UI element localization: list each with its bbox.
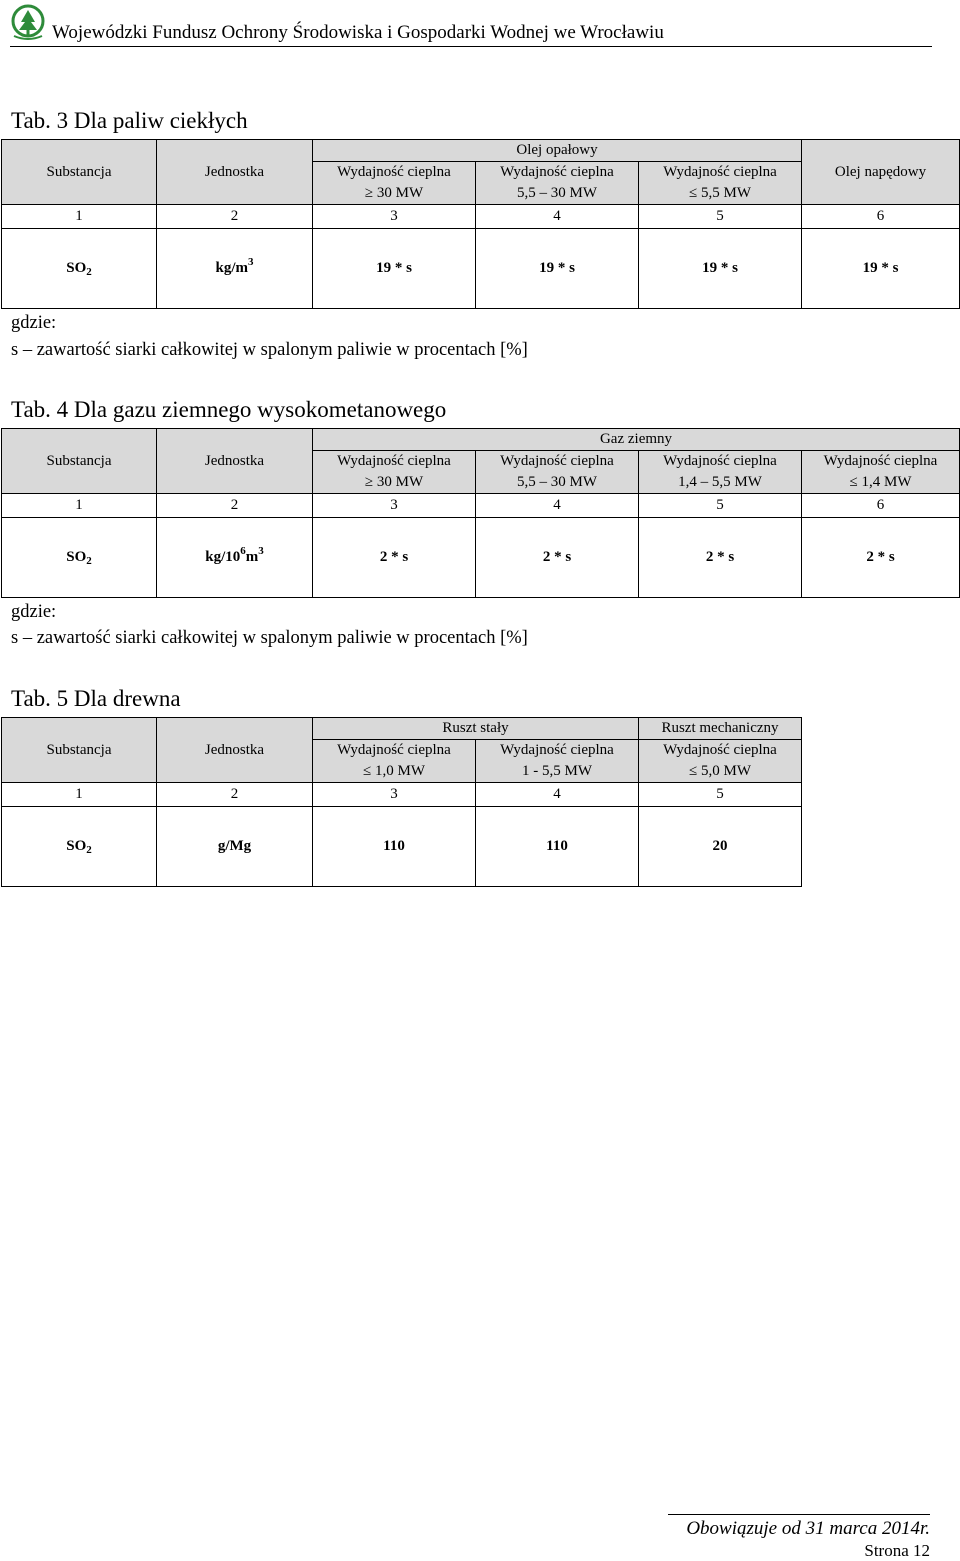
table-5-caption: Tab. 5 Dla drewna bbox=[11, 686, 181, 711]
column-number: 3 bbox=[313, 783, 476, 807]
header-col4: Wydajność cieplna 5,5 – 30 MW bbox=[476, 451, 639, 494]
value-cell: 110 bbox=[313, 807, 476, 887]
table-4-note-label: gdzie: bbox=[11, 602, 57, 622]
column-number: 1 bbox=[2, 783, 157, 807]
header-substancja: Substancja bbox=[2, 140, 157, 205]
header-jednostka: Jednostka bbox=[157, 140, 313, 205]
header-col3: Wydajność cieplna ≥ 30 MW bbox=[313, 162, 476, 205]
column-number: 4 bbox=[476, 783, 639, 807]
header-col4: Wydajność cieplna 1 - 5,5 MW bbox=[476, 740, 639, 783]
header-col3: Wydajność cieplna ≥ 30 MW bbox=[313, 451, 476, 494]
header-col6: Wydajność cieplna ≤ 1,4 MW bbox=[802, 451, 960, 494]
header-group-ruszt-mechaniczny: Ruszt mechaniczny bbox=[639, 718, 802, 740]
header-group-olej-opalowy: Olej opałowy bbox=[313, 140, 802, 162]
header-title: Wojewódzki Fundusz Ochrony Środowiska i Gospodarki Wodnej we Wrocławiu bbox=[52, 22, 664, 43]
header-group-ruszt-staly: Ruszt stały bbox=[313, 718, 639, 740]
column-number: 6 bbox=[802, 205, 960, 229]
header-col3: Wydajność cieplna ≤ 1,0 MW bbox=[313, 740, 476, 783]
footer-page-number: Strona 12 bbox=[864, 1541, 930, 1560]
table-4-note-text: s – zawartość siarki całkowitej w spalonym paliwie w procentach [%] bbox=[11, 628, 528, 648]
column-number: 2 bbox=[157, 494, 313, 518]
column-number: 4 bbox=[476, 205, 639, 229]
value-cell: 19 * s bbox=[313, 229, 476, 309]
table-3-note-text: s – zawartość siarki całkowitej w spalonym paliwie w procentach [%] bbox=[11, 340, 528, 360]
wfosigw-logo-icon bbox=[10, 4, 46, 44]
header-group-gaz-ziemny: Gaz ziemny bbox=[313, 429, 960, 451]
table-4 bbox=[1, 428, 960, 598]
value-cell: 2 * s bbox=[313, 518, 476, 598]
table-3-caption: Tab. 3 Dla paliw ciekłych bbox=[11, 108, 248, 133]
header-col4: Wydajność cieplna 5,5 – 30 MW bbox=[476, 162, 639, 205]
value-cell: 20 bbox=[639, 807, 802, 887]
page-header bbox=[10, 4, 932, 47]
footer-divider bbox=[668, 1514, 930, 1515]
header-col5: Wydajność cieplna 1,4 – 5,5 MW bbox=[639, 451, 802, 494]
column-number: 3 bbox=[313, 494, 476, 518]
unit-cell: $kg/m^3$ bbox=[157, 229, 313, 309]
value-cell: 110 bbox=[476, 807, 639, 887]
table-4-caption: Tab. 4 Dla gazu ziemnego wysokometanowego bbox=[11, 397, 447, 422]
column-number: 4 bbox=[476, 494, 639, 518]
value-cell: 19 * s bbox=[802, 229, 960, 309]
substance-cell: $SO_2$ bbox=[2, 807, 157, 887]
column-number: 2 bbox=[157, 205, 313, 229]
value-cell: 2 * s bbox=[802, 518, 960, 598]
footer-valid-from: Obowiązuje od 31 marca 2014r. bbox=[686, 1518, 930, 1539]
column-number: 5 bbox=[639, 494, 802, 518]
header-jednostka: Jednostka bbox=[157, 718, 313, 783]
value-cell: 19 * s bbox=[476, 229, 639, 309]
value-cell: 2 * s bbox=[639, 518, 802, 598]
table-3 bbox=[1, 139, 960, 309]
header-olej-napedowy: Olej napędowy bbox=[802, 140, 960, 205]
value-cell: 19 * s bbox=[639, 229, 802, 309]
table-5 bbox=[1, 717, 802, 887]
column-number: 3 bbox=[313, 205, 476, 229]
unit-cell: $kg/10^6m^3$ bbox=[157, 518, 313, 598]
table-3-note-label: gdzie: bbox=[11, 313, 57, 333]
column-number: 5 bbox=[639, 205, 802, 229]
column-number: 5 bbox=[639, 783, 802, 807]
header-substancja: Substancja bbox=[2, 429, 157, 494]
header-jednostka: Jednostka bbox=[157, 429, 313, 494]
column-number: 1 bbox=[2, 205, 157, 229]
value-cell: 2 * s bbox=[476, 518, 639, 598]
column-number: 6 bbox=[802, 494, 960, 518]
header-substancja: Substancja bbox=[2, 718, 157, 783]
column-number: 1 bbox=[2, 494, 157, 518]
column-number: 2 bbox=[157, 783, 313, 807]
header-col5: Wydajność cieplna ≤ 5,5 MW bbox=[639, 162, 802, 205]
unit-cell: g/Mg bbox=[157, 807, 313, 887]
substance-cell: $SO_2$ bbox=[2, 229, 157, 309]
header-col5: Wydajność cieplna ≤ 5,0 MW bbox=[639, 740, 802, 783]
substance-cell: $SO_2$ bbox=[2, 518, 157, 598]
